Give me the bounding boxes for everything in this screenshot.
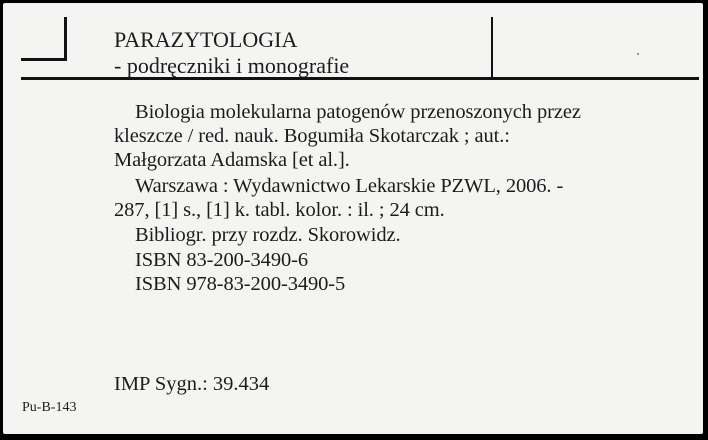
note-bibliography: Bibliogr. przy rozdz. Skorowidz.: [135, 224, 401, 246]
isbn-10: ISBN 83-200-3490-6: [135, 249, 309, 271]
subject-heading: PARAZYTOLOGIA: [114, 27, 298, 52]
catalog-card: [3, 3, 703, 434]
corner-mark-vertical: [64, 17, 67, 61]
corner-mark-horizontal: [21, 58, 67, 61]
subject-subheading: - podręczniki i monografie: [114, 53, 350, 78]
title-line-3: Małgorzata Adamska [et al.].: [114, 149, 350, 171]
imprint-line-2: 287, [1] s., [1] k. tabl. kolor. : il. ; 24 cm.: [114, 199, 445, 221]
speck: [637, 53, 639, 55]
title-line-2: kleszcze / red. nauk. Bogumiła Skotarczak ; aut.:: [114, 125, 510, 147]
header-divider-vertical: [491, 17, 493, 79]
card-code: Pu-B-143: [22, 400, 77, 415]
title-line-1: Biologia molekularna patogenów przenoszonych przez: [135, 101, 581, 123]
call-number: IMP Sygn.: 39.434: [114, 373, 270, 395]
isbn-13: ISBN 978-83-200-3490-5: [135, 273, 346, 295]
imprint-line-1: Warszawa : Wydawnictwo Lekarskie PZWL, 2006. -: [135, 175, 564, 197]
